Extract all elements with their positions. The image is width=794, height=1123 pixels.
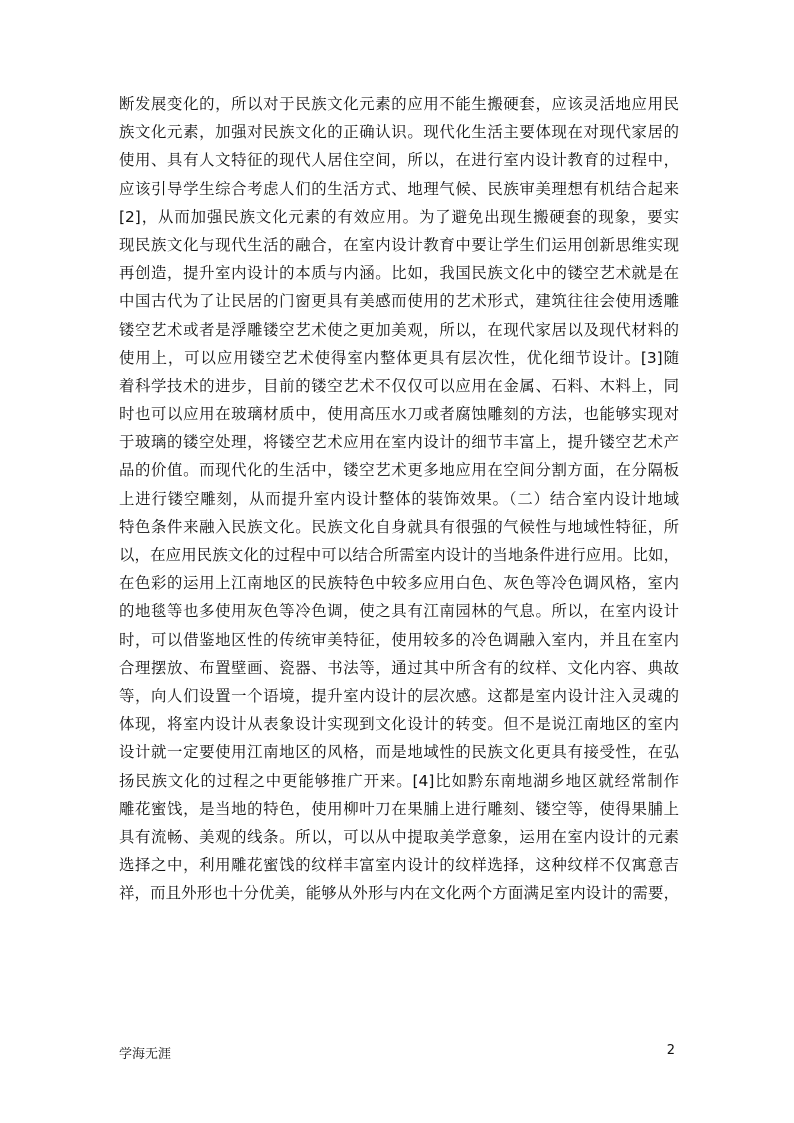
body-text [119, 90, 679, 907]
text-line: 现民族文化与现代生活的融合，在室内设计教育中要让学生们运用创新思维实现 [119, 235, 679, 254]
text-line: 设计就一定要使用江南地区的风格，而是地域性的民族文化更具有接受性，在弘 [119, 743, 679, 762]
text-line: 使用上，可以应用镂空艺术使得室内整体更具有层次性，优化细节设计。[3]随 [119, 348, 679, 367]
text-line: 应该引导学生综合考虑人们的生活方式、地理气候、民族审美理想有机结合起来 [119, 179, 679, 198]
text-line: 断发展变化的，所以对于民族文化元素的应用不能生搬硬套，应该灵活地应用民 [119, 95, 679, 113]
text-line: 上进行镂空雕刻，从而提升室内设计整体的装饰效果。（二）结合室内设计地域 [119, 489, 679, 508]
text-line: 特色条件来融入民族文化。民族文化自身就具有很强的气候性与地域性特征，所 [119, 517, 679, 536]
text-line: 具有流畅、美观的线条。所以，可以从中提取美学意象，运用在室内设计的元素 [119, 827, 679, 846]
footer-motto: 学海无涯 [119, 1047, 172, 1062]
text-line: 再创造，提升室内设计的本质与内涵。比如，我国民族文化中的镂空艺术就是在 [119, 264, 679, 283]
text-line: 以，在应用民族文化的过程中可以结合所需室内设计的当地条件进行应用。比如， [119, 546, 679, 564]
text-line: 扬民族文化的过程之中更能够推广开来。[4]比如黔东南地湖乡地区就经常制作 [119, 771, 679, 790]
text-line: 于玻璃的镂空处理，将镂空艺术应用在室内设计的细节丰富上，提升镂空艺术产 [119, 433, 679, 452]
text-line: 在色彩的运用上江南地区的民族特色中较多应用白色、灰色等冷色调风格，室内 [119, 574, 679, 593]
text-line: 使用、具有人文特征的现代人居住空间，所以，在进行室内设计教育的过程中， [119, 151, 679, 170]
text-line: 的地毯等也多使用灰色等冷色调，使之具有江南园林的气息。所以，在室内设计 [119, 602, 679, 621]
text-line: 品的价值。而现代化的生活中，镂空艺术更多地应用在空间分割方面，在分隔板 [119, 461, 679, 480]
text-line: 着科学技术的进步，目前的镂空艺术不仅仅可以应用在金属、石料、木料上，同 [119, 376, 679, 395]
text-line: 等，向人们设置一个语境，提升室内设计的层次感。这都是室内设计注入灵魂的 [119, 686, 679, 705]
text-line: [2]，从而加强民族文化元素的有效应用。为了避免出现生搬硬套的现象，要实 [119, 207, 679, 226]
text-line: 时也可以应用在玻璃材质中，使用高压水刀或者腐蚀雕刻的方法，也能够实现对 [119, 405, 679, 424]
text-line: 镂空艺术或者是浮雕镂空艺术使之更加美观，所以，在现代家居以及现代材料的 [119, 320, 679, 339]
text-line: 时，可以借鉴地区性的传统审美特征，使用较多的冷色调融入室内，并且在室内 [119, 630, 679, 649]
page-number: 2 [666, 1043, 675, 1058]
text-line: 选择之中，利用雕花蜜饯的纹样丰富室内设计的纹样选择，这种纹样不仅寓意吉 [119, 856, 679, 875]
page-footer [119, 1043, 675, 1063]
text-line: 体现，将室内设计从表象设计实现到文化设计的转变。但不是说江南地区的室内 [119, 715, 679, 734]
text-line: 族文化元素，加强对民族文化的正确认识。现代化生活主要体现在对现代家居的 [119, 123, 679, 142]
text-line: 雕花蜜饯，是当地的特色，使用柳叶刀在果脯上进行雕刻、镂空等，使得果脯上 [119, 799, 679, 818]
text-line: 合理摆放、布置壁画、瓷器、书法等，通过其中所含有的纹样、文化内容、典故 [119, 658, 679, 677]
text-line: 祥，而且外形也十分优美，能够从外形与内在文化两个方面满足室内设计的需要， [119, 884, 679, 903]
text-line: 中国古代为了让民居的门窗更具有美感而使用的艺术形式，建筑往往会使用透雕 [119, 292, 679, 311]
